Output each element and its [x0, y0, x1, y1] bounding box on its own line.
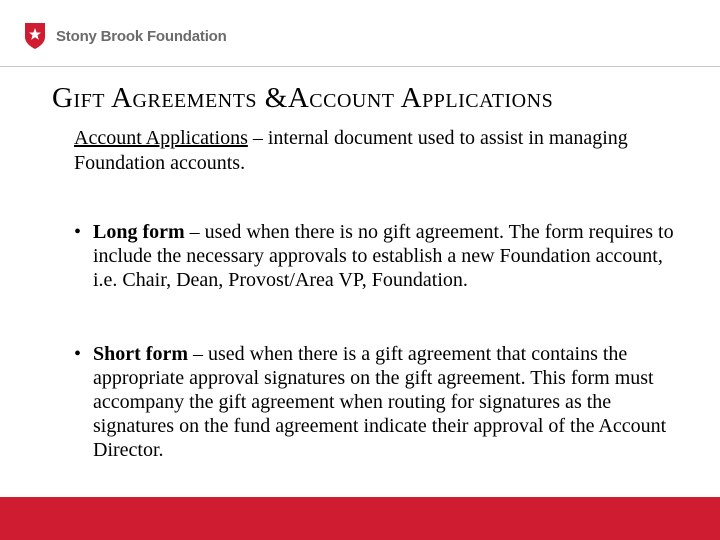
bullet-text: – used when there is no gift agreement. The form requires to include the necessary approvals to establish a new Foundation account, i.e. Chair, Dean, Provost/Area VP, Foundation.	[93, 221, 674, 291]
bullet-long-form	[74, 220, 683, 292]
bullet-marker: •	[74, 343, 82, 365]
bullet-marker: •	[74, 221, 82, 243]
footer-bar	[0, 497, 720, 540]
intro-paragraph	[74, 126, 674, 176]
intro-term: Account Applications	[74, 127, 248, 149]
title-part-gift-agreements: Gift Agreements	[52, 82, 265, 114]
intro-text: – internal document used to assist in managing Foundation accounts.	[74, 127, 628, 174]
bullet-text: – used when there is a gift agreement that contains the appropriate approval signatures on the gift agreement. This form must accompany the gift agreement when routing for signatures as the signatures on the fund agreement indicate their approval of the Account Director.	[93, 343, 667, 461]
title-part-account-applications: &Account Applications	[264, 82, 554, 114]
bullet-short-form	[74, 342, 683, 462]
foundation-logo	[24, 20, 227, 52]
header-divider	[0, 66, 720, 67]
slide-title	[52, 82, 553, 115]
shield-logo-icon	[24, 22, 46, 50]
logo-text: Stony Brook Foundation	[56, 27, 227, 45]
bullet-term: Short form	[93, 343, 188, 365]
bullet-term: Long form	[93, 221, 185, 243]
